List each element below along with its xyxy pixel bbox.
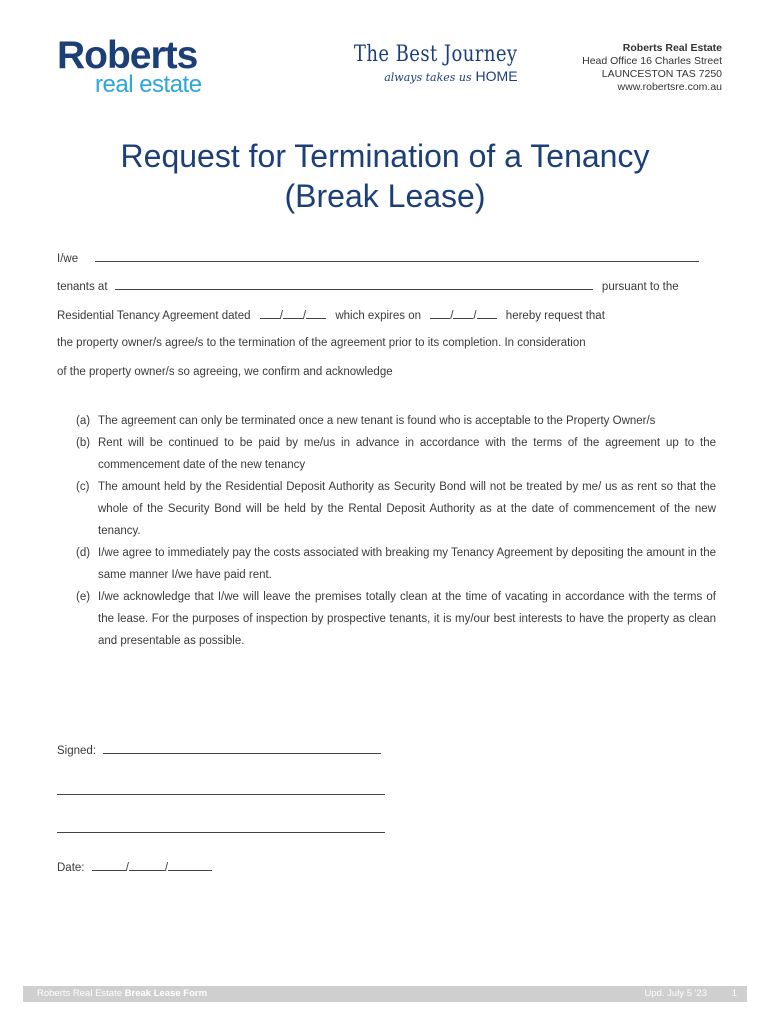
- office-city: LAUNCESTON TAS 7250: [601, 68, 722, 80]
- page-number: 1: [731, 988, 737, 999]
- signed-line: Signed:: [57, 743, 381, 757]
- tagline-script: always takes us: [384, 71, 472, 84]
- office-name: Roberts Real Estate: [622, 42, 722, 54]
- signature-line-2: [57, 784, 385, 798]
- date-year-field[interactable]: [168, 860, 212, 871]
- office-street: Head Office 16 Charles Street: [582, 55, 722, 67]
- footer-updated: Upd. July 5 '23: [644, 988, 707, 999]
- expiry-month-field[interactable]: [453, 308, 473, 319]
- signature-line-3: [57, 822, 385, 836]
- list-item: (c) The amount held by the Residential Deposit Authority as Security Bond will not be treated by me/ us as rent so that the whole of the Security Bond will be held by the Rental Deposit Authority as at the date of commencement of the new tenancy.: [76, 481, 716, 537]
- form-line-4: the property owner/s agree/s to the termination of the agreement prior to its completion. In consideration: [57, 337, 586, 349]
- expiry-day-field[interactable]: [430, 308, 450, 319]
- logo-main-text: Roberts: [57, 34, 198, 77]
- footer-form-name: Break Lease Form: [124, 988, 208, 999]
- tagline: [318, 42, 518, 86]
- list-item: (a) The agreement can only be terminated once a new tenant is found who is acceptable to the Property Owner/s: [76, 415, 656, 427]
- expiry-year-field[interactable]: [477, 308, 497, 319]
- signature-field-1[interactable]: [103, 743, 381, 754]
- page-footer: [23, 986, 747, 1002]
- property-address-field[interactable]: [115, 279, 593, 290]
- form-line-iwe: I/we: [57, 251, 699, 265]
- logo-sub-text: real estate: [95, 71, 202, 98]
- agreement-day-field[interactable]: [260, 308, 280, 319]
- list-item: (d) I/we agree to immediately pay the costs associated with breaking my Tenancy Agreement by depositing the amount in the same manner I/we have paid rent.: [76, 547, 716, 581]
- list-item: (e) I/we acknowledge that I/we will leave the premises totally clean at the time of vacating in accordance with the terms of the lease. For the purposes of inspection by prospective tenants, it is my/our best interests to have the property as clean and presentable as possible.: [76, 591, 716, 647]
- footer-company: Roberts Real Estate: [37, 988, 123, 999]
- form-line-5: of the property owner/s so agreeing, we confirm and acknowledge: [57, 366, 393, 378]
- office-address: [582, 42, 722, 94]
- list-item: (b) Rent will be continued to be paid by me/us in advance in accordance with the terms of the agreement up to the commencement date of the new tenancy: [76, 437, 716, 471]
- tenant-names-field[interactable]: [95, 251, 699, 262]
- signature-field-3[interactable]: [57, 822, 385, 833]
- date-day-field[interactable]: [92, 860, 126, 871]
- date-line: Date: / /: [57, 860, 212, 874]
- tagline-title: The Best Journey: [353, 42, 518, 67]
- acknowledgement-list: [76, 410, 716, 652]
- signature-field-2[interactable]: [57, 784, 385, 795]
- office-website: www.robertsre.com.au: [617, 81, 722, 93]
- page-title: Request for Termination of a Tenancy (Break Lease): [120, 138, 650, 214]
- tagline-home: HOME: [475, 68, 518, 84]
- form-line-dates: Residential Tenancy Agreement dated / / which expires on / / hereby request that: [57, 310, 605, 322]
- agreement-year-field[interactable]: [306, 308, 326, 319]
- date-month-field[interactable]: [129, 860, 165, 871]
- company-logo: [57, 34, 202, 98]
- agreement-month-field[interactable]: [283, 308, 303, 319]
- form-line-address: tenants at pursuant to the: [57, 281, 679, 293]
